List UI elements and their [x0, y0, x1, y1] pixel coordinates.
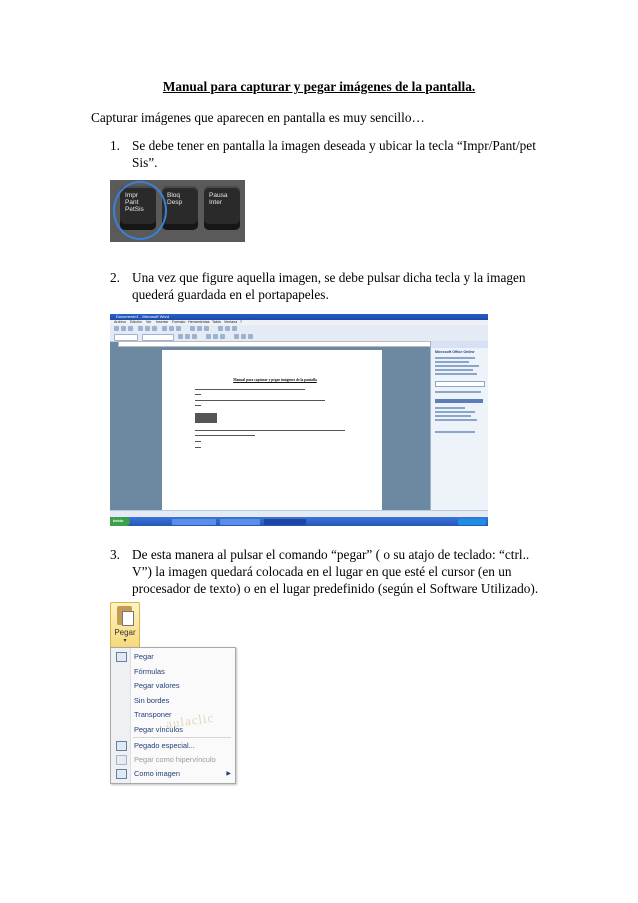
step-number: 1. [110, 138, 120, 153]
menu-item-formulas[interactable]: Fórmulas [134, 667, 165, 676]
step-text: Una vez que figure aquella imagen, se debe pulsar dicha tecla y la imagen quederá guardada en el portapapeles. [132, 270, 526, 302]
step-number: 3. [110, 547, 120, 562]
word-window-screenshot [110, 314, 488, 526]
watermark: aulaclic [165, 709, 216, 732]
menu-item-pegar-hipervinculo: Pegar como hipervínculo [134, 755, 216, 764]
menu-bar: Archivo Edición Ver Insertar Formato Herramientas Tabla Ventana ? [110, 320, 488, 325]
menu-item-transponer[interactable]: Transponer [134, 710, 172, 719]
menu-item-pegar-vinculos[interactable]: Pegar vínculos [134, 725, 183, 734]
step-text: Se debe tener en pantalla la imagen deseada y ubicar la tecla “Impr/Pant/pet Sis”. [132, 138, 536, 170]
ruler [118, 341, 434, 347]
step-number: 2. [110, 270, 120, 285]
menu-item-pegar[interactable]: Pegar [134, 652, 154, 661]
hyperlink-icon [116, 755, 127, 765]
paste-menu-screenshot [110, 602, 234, 782]
taskbar: Inicio [110, 517, 488, 526]
keyboard-keys-photo [110, 180, 245, 242]
mini-keyboard-image [195, 413, 217, 423]
step-text: De esta manera al pulsar el comando “pegar” ( o su atajo de teclado: “ctrl.. V”) la imagen quedará colocada en el lugar en que esté el cursor (en un procesador de texto) o en el lugar predefinido (según el Software Utilizado). [132, 547, 539, 596]
image-icon [116, 769, 127, 779]
paste-icon [116, 652, 127, 662]
page-title: Manual para capturar y pegar imágenes de la pantalla. [162, 79, 476, 94]
pause-key: Pausa Inter [204, 186, 240, 230]
menu-item-sin-bordes[interactable]: Sin bordes [134, 696, 170, 705]
doc-title: Manual para capturar y pegar imágenes de la pantalla [233, 378, 317, 382]
intro-paragraph: Capturar imágenes que aparecen en pantalla es muy sencillo… [91, 110, 425, 125]
chevron-down-icon: ▾ [123, 638, 127, 644]
highlight-circle [113, 181, 167, 240]
scroll-lock-key: Bloq Desp [162, 186, 198, 230]
document-page [162, 350, 382, 526]
task-pane: Microsoft Office Online [430, 341, 488, 517]
print-screen-key: Impr Pant PetSis [120, 186, 156, 230]
paste-button[interactable]: Pegar ▾ [110, 602, 140, 649]
paste-dropdown-menu [110, 647, 236, 784]
menu-item-como-imagen[interactable]: Como imagen [134, 769, 181, 778]
chevron-right-icon: ▶ [226, 771, 231, 777]
menu-item-pegar-valores[interactable]: Pegar valores [134, 681, 180, 690]
paste-special-icon [116, 741, 127, 751]
menu-item-pegado-especial[interactable]: Pegado especial... [134, 741, 195, 750]
window-title-bar: Documento1 - Microsoft Word [110, 314, 488, 320]
